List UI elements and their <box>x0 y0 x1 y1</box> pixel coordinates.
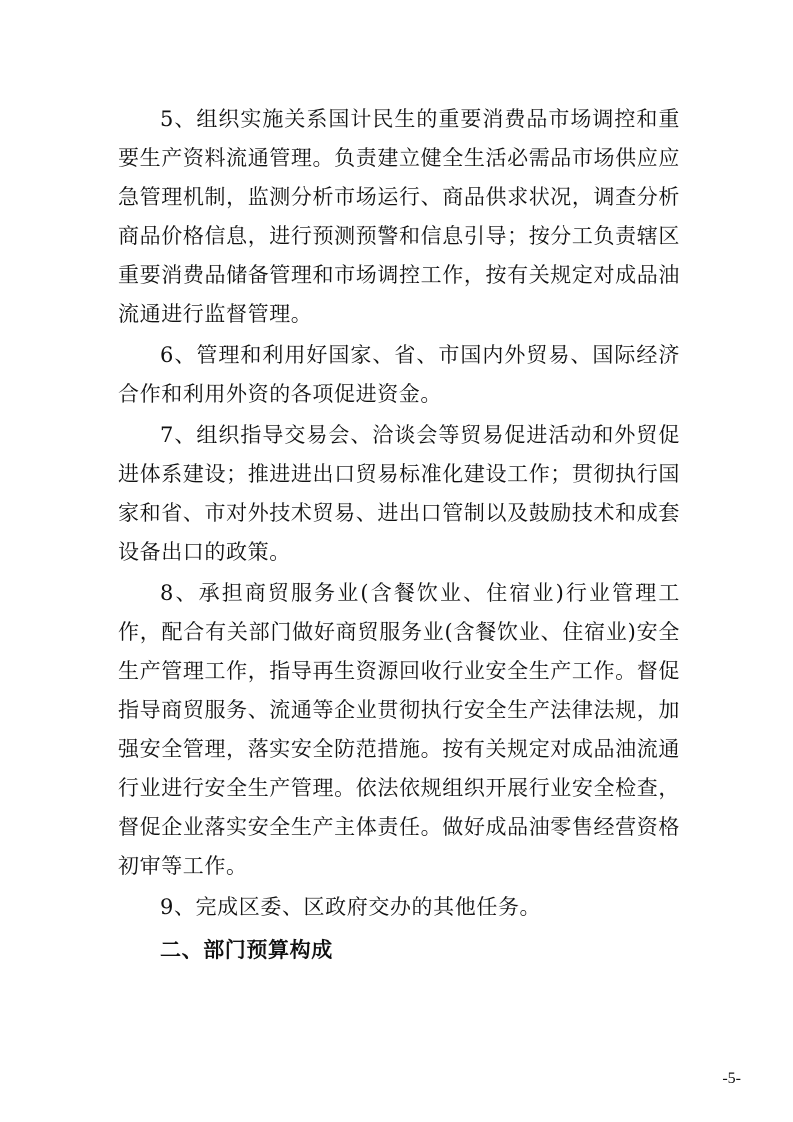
section-heading: 二、部门预算构成 <box>160 938 333 962</box>
paragraph-item-7: 7、组织指导交易会、洽谈会等贸易促进活动和外贸促进体系建设；推进进出口贸易标准化建设工作；贯彻执行国家和省、市对外技术贸易、进出口管制以及鼓励技术和成套设备出口的政策。 <box>118 423 680 564</box>
page-number: -5- <box>722 1070 741 1087</box>
paragraph-item-8: 8、承担商贸服务业(含餐饮业、住宿业)行业管理工作，配合有关部门做好商贸服务业(含餐饮业、住宿业)安全生产管理工作，指导再生资源回收行业安全生产工作。督促指导商贸服务、流通等企业贯彻执行安全生产法律法规，加强安全管理，落实安全防范措施。按有关规定对成品油流通行业进行安全生产管理。依法依规组织开展行业安全检查，督促企业落实安全生产主体责任。做好成品油零售经营资格初审等工作。 <box>118 581 680 878</box>
document-body <box>118 100 680 970</box>
paragraph-item-9: 9、完成区委、区政府交办的其他任务。 <box>160 895 542 919</box>
paragraph-item-6: 6、管理和利用好国家、省、市国内外贸易、国际经济合作和利用外资的各项促进资金。 <box>118 343 680 406</box>
paragraph-item-5: 5、组织实施关系国计民生的重要消费品市场调控和重要生产资料流通管理。负责建立健全生活必需品市场供应应急管理机制，监测分析市场运行、商品供求状况，调查分析商品价格信息，进行预测预警和信息引导；按分工负责辖区重要消费品储备管理和市场调控工作，按有关规定对成品油流通进行监督管理。 <box>118 107 680 326</box>
